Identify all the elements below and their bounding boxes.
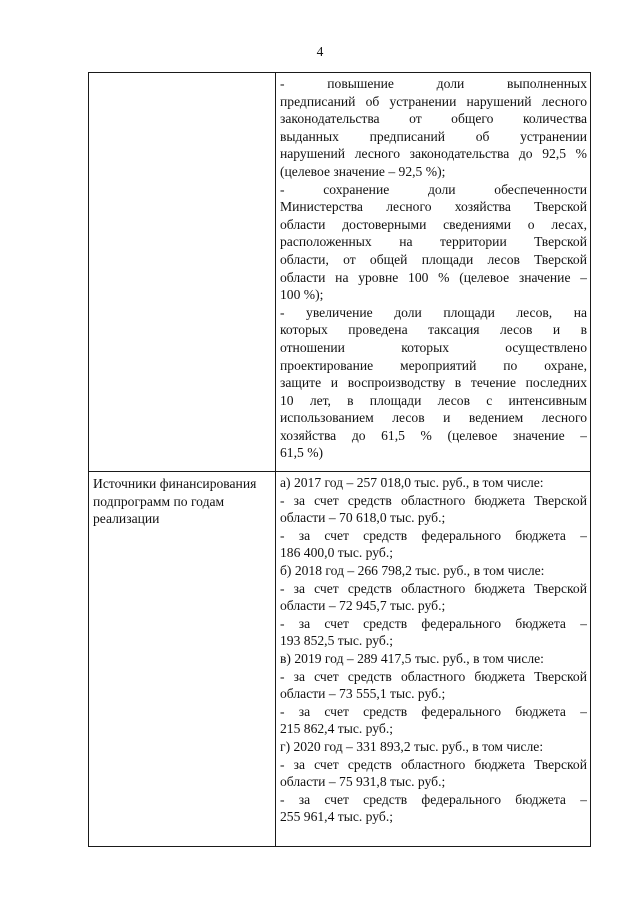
indicators-text-line-3: законодательства от общего количества (280, 111, 587, 127)
indicators-text-line-16: отношении которых осуществлено (280, 339, 587, 355)
financing-text-line-8: области – 72 945,7 тыс. руб.; (280, 598, 446, 614)
document-table (88, 72, 591, 847)
indicators-text-line-14: - увеличение доли площади лесов, на (280, 304, 587, 320)
indicators-text-line-18: защите и воспроизводству в течение последних (280, 375, 587, 391)
indicators-text-line-8: Министерства лесного хозяйства Тверской (280, 199, 587, 215)
financing-text-line-19: - за счет средств федерального бюджета – (280, 791, 587, 807)
financing-text-line-2: - за счет средств областного бюджета Тверской (280, 492, 587, 508)
indicators-text-line-17: проектирование мероприятий по охране, (280, 357, 587, 373)
indicators-text-line-12: области на уровне 100 % (целевое значение – (280, 269, 587, 285)
row2-right-cell (276, 472, 591, 847)
financing-text-line-4: - за счет средств федерального бюджета – (280, 527, 587, 543)
financing-text-line-5: 186 400,0 тыс. руб.; (280, 545, 394, 561)
indicators-text-line-4: выданных предписаний об устранении (280, 128, 587, 144)
financing-text-line-16: г) 2020 год – 331 893,2 тыс. руб., в том числе: (280, 738, 544, 754)
indicators-text-line-20: использованием лесов и ведением лесного (280, 410, 587, 426)
financing-text-line-3: области – 70 618,0 тыс. руб.; (280, 510, 446, 526)
financing-text-line-18: области – 75 931,8 тыс. руб.; (280, 774, 446, 790)
indicators-text-line-11: области, от общей площади лесов Тверской (280, 251, 587, 267)
financing-sources-label: Источники финансирования подпрограмм по годам реализации (89, 472, 276, 847)
indicators-text-line-6: (целевое значение – 92,5 %); (280, 163, 446, 179)
table-row-indicators (89, 73, 591, 472)
page-number: 4 (316, 44, 324, 59)
financing-text-line-13: области – 73 555,1 тыс. руб.; (280, 686, 446, 702)
financing-text-line-20: 255 961,4 тыс. руб.; (280, 809, 394, 825)
indicators-text (280, 75, 587, 462)
financing-text-line-11: в) 2019 год – 289 417,5 тыс. руб., в том числе: (280, 650, 544, 666)
financing-text-line-9: - за счет средств федерального бюджета – (280, 615, 587, 631)
indicators-text-line-7: - сохранение доли обеспеченности (280, 181, 587, 197)
table-row-financing (89, 472, 591, 847)
financing-text-line-17: - за счет средств областного бюджета Тверской (280, 756, 587, 772)
financing-text-line-1: а) 2017 год – 257 018,0 тыс. руб., в том числе: (280, 475, 544, 490)
indicators-text-line-19: 10 лет, в площади лесов с интенсивным (280, 392, 587, 408)
indicators-text-line-15: которых проведена таксация лесов и в (280, 322, 587, 338)
indicators-text-line-9: области достоверными сведениями о лесах, (280, 216, 587, 232)
row1-left-cell (89, 73, 276, 472)
financing-text-line-6: б) 2018 год – 266 798,2 тыс. руб., в том числе: (280, 562, 545, 578)
financing-text-line-12: - за счет средств областного бюджета Тверской (280, 668, 587, 684)
indicators-text-line-1: - повышение доли выполненных (280, 76, 587, 91)
indicators-text-line-21: хозяйства до 61,5 % (целевое значение – (280, 427, 587, 443)
indicators-text-line-5: нарушений лесного законодательства до 92,5 % (280, 146, 587, 162)
indicators-text-line-2: предписаний об устранении нарушений лесного (280, 93, 587, 109)
financing-text-line-14: - за счет средств федерального бюджета – (280, 703, 587, 719)
financing-text-line-15: 215 862,4 тыс. руб.; (280, 721, 394, 737)
indicators-text-line-22: 61,5 %) (280, 445, 324, 461)
financing-text-line-7: - за счет средств областного бюджета Тверской (280, 580, 587, 596)
indicators-text-line-10: расположенных на территории Тверской (280, 234, 587, 250)
row1-right-cell (276, 73, 591, 472)
indicators-text-line-13: 100 %); (280, 287, 324, 303)
financing-text (280, 474, 587, 826)
financing-text-line-10: 193 852,5 тыс. руб.; (280, 633, 394, 649)
